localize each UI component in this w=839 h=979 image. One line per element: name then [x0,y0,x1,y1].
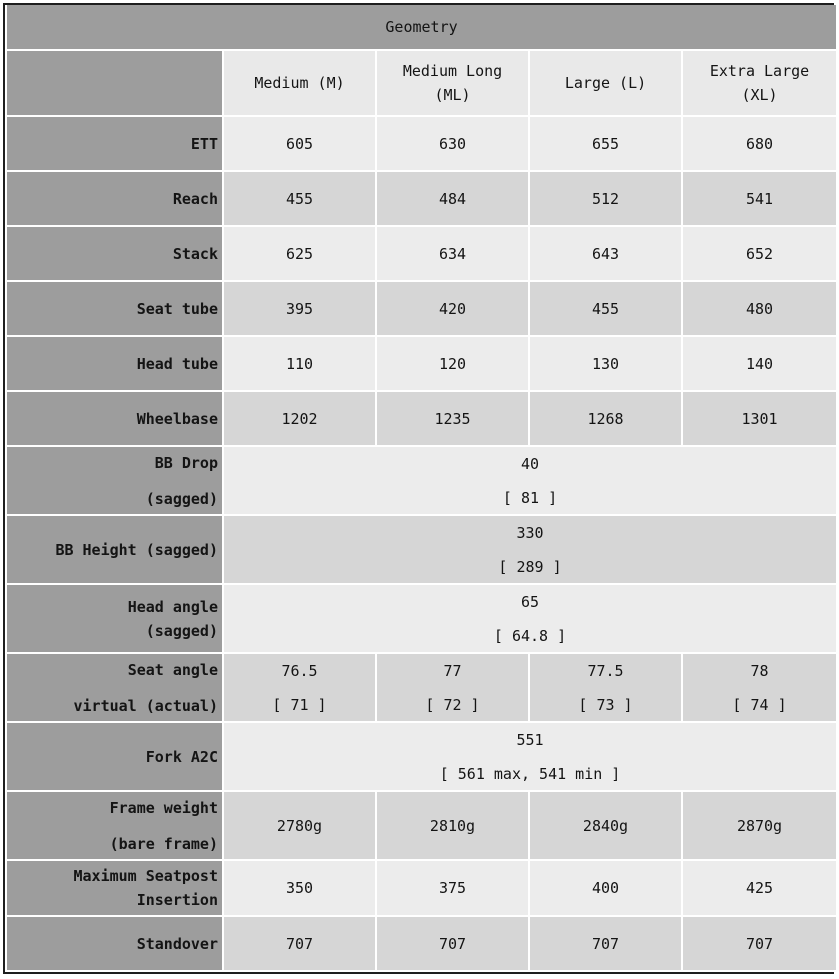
cell-reach-l: 512 [529,171,682,226]
cell-standover-m: 707 [223,916,376,971]
cell-ett-l: 655 [529,116,682,171]
row-label-line2: Insertion [136,891,218,909]
row-label-bb-drop [6,446,223,515]
table-row-frame-weight [6,791,837,860]
cell-head-tube-ml: 120 [376,336,529,391]
cell-subvalue: [ 81 ] [502,488,558,507]
table-row-standover [6,916,837,971]
cell-seat-angle-ml [376,653,529,722]
cell-seat-tube-m: 395 [223,281,376,336]
geometry-table [5,5,838,972]
row-label-head-tube: Head tube [6,336,223,391]
row-label-line2: (bare frame) [109,834,218,853]
cell-reach-ml: 484 [376,171,529,226]
size-header-line1: Medium (M) [254,74,345,92]
row-label-reach: Reach [6,171,223,226]
row-label-line1: Maximum Seatpost [73,867,218,885]
geometry-table-container [3,3,834,974]
cell-subvalue: [ 74 ] [732,695,787,714]
size-header-row [6,50,837,116]
size-header-line1: Extra Large [709,62,810,80]
size-header-line2: (ML) [434,86,471,104]
size-header-extra-large [682,50,837,116]
cell-head-tube-xl: 140 [682,336,837,391]
cell-value: 330 [516,523,544,542]
cell-subvalue: [ 561 max, 541 min ] [439,764,621,783]
size-header-large [529,50,682,116]
table-row-seat-tube [6,281,837,336]
cell-seatpost-ml: 375 [376,860,529,916]
row-label-frame-weight [6,791,223,860]
table-row-head-angle [6,584,837,653]
row-label-seat-angle [6,653,223,722]
cell-stack-xl: 652 [682,226,837,281]
cell-seatpost-l: 400 [529,860,682,916]
row-label-line2: virtual (actual) [73,696,218,715]
cell-wheelbase-xl: 1301 [682,391,837,446]
row-label-bb-height: BB Height (sagged) [6,515,223,584]
cell-ett-xl: 680 [682,116,837,171]
cell-fork-a2c-all [223,722,837,791]
cell-head-tube-l: 130 [529,336,682,391]
table-row-wheelbase [6,391,837,446]
cell-bb-height-all [223,515,837,584]
row-label-seat-tube: Seat tube [6,281,223,336]
cell-value: 77.5 [587,661,624,680]
cell-seat-angle-xl [682,653,837,722]
cell-value: 551 [516,730,544,749]
cell-stack-m: 625 [223,226,376,281]
table-row-stack [6,226,837,281]
cell-standover-xl: 707 [682,916,837,971]
row-label-head-angle [6,584,223,653]
size-header-line2: (XL) [741,86,778,104]
row-label-line1: Head angle [127,597,218,616]
cell-stack-ml: 634 [376,226,529,281]
table-row-fork-a2c [6,722,837,791]
cell-bb-drop-all [223,446,837,515]
cell-seat-tube-ml: 420 [376,281,529,336]
cell-standover-ml: 707 [376,916,529,971]
row-label-line1: Frame weight [109,798,218,817]
table-row-reach [6,171,837,226]
cell-subvalue: [ 73 ] [578,695,633,714]
cell-reach-m: 455 [223,171,376,226]
cell-frame-weight-m: 2780g [223,791,376,860]
cell-reach-xl: 541 [682,171,837,226]
cell-value: 40 [520,454,540,473]
cell-subvalue: [ 289 ] [498,557,562,576]
table-title-row [6,5,837,50]
cell-seat-angle-l [529,653,682,722]
row-label-line1: Seat angle [127,660,218,679]
cell-seat-angle-m [223,653,376,722]
cell-wheelbase-m: 1202 [223,391,376,446]
cell-ett-ml: 630 [376,116,529,171]
cell-seat-tube-xl: 480 [682,281,837,336]
row-label-seatpost-insertion [6,860,223,916]
table-row-bb-height [6,515,837,584]
row-label-wheelbase: Wheelbase [6,391,223,446]
row-label-fork-a2c: Fork A2C [6,722,223,791]
cell-seat-tube-l: 455 [529,281,682,336]
header-corner [6,50,223,116]
cell-head-angle-all [223,584,837,653]
cell-subvalue: [ 72 ] [425,695,480,714]
size-header-medium [223,50,376,116]
cell-ett-m: 605 [223,116,376,171]
cell-frame-weight-xl: 2870g [682,791,837,860]
cell-frame-weight-l: 2840g [529,791,682,860]
cell-value: 78 [750,661,769,680]
cell-seatpost-xl: 425 [682,860,837,916]
cell-value: 65 [520,592,540,611]
cell-value: 77 [443,661,462,680]
size-header-line1: Medium Long [402,62,503,80]
cell-head-tube-m: 110 [223,336,376,391]
cell-wheelbase-l: 1268 [529,391,682,446]
row-label-line2: (sagged) [145,489,218,508]
table-title: Geometry [6,5,837,50]
cell-subvalue: [ 71 ] [272,695,327,714]
cell-value: 76.5 [281,661,318,680]
cell-frame-weight-ml: 2810g [376,791,529,860]
cell-standover-l: 707 [529,916,682,971]
cell-stack-l: 643 [529,226,682,281]
table-row-bb-drop [6,446,837,515]
row-label-ett: ETT [6,116,223,171]
size-header-medium-long [376,50,529,116]
row-label-line1: BB Drop [154,453,218,472]
table-row-seat-angle [6,653,837,722]
cell-subvalue: [ 64.8 ] [493,626,567,645]
row-label-stack: Stack [6,226,223,281]
table-row-ett [6,116,837,171]
cell-wheelbase-ml: 1235 [376,391,529,446]
size-header-line1: Large (L) [564,74,647,92]
table-row-seatpost-insertion [6,860,837,916]
cell-seatpost-m: 350 [223,860,376,916]
table-row-head-tube [6,336,837,391]
row-label-standover: Standover [6,916,223,971]
row-label-line2: (sagged) [145,621,218,640]
